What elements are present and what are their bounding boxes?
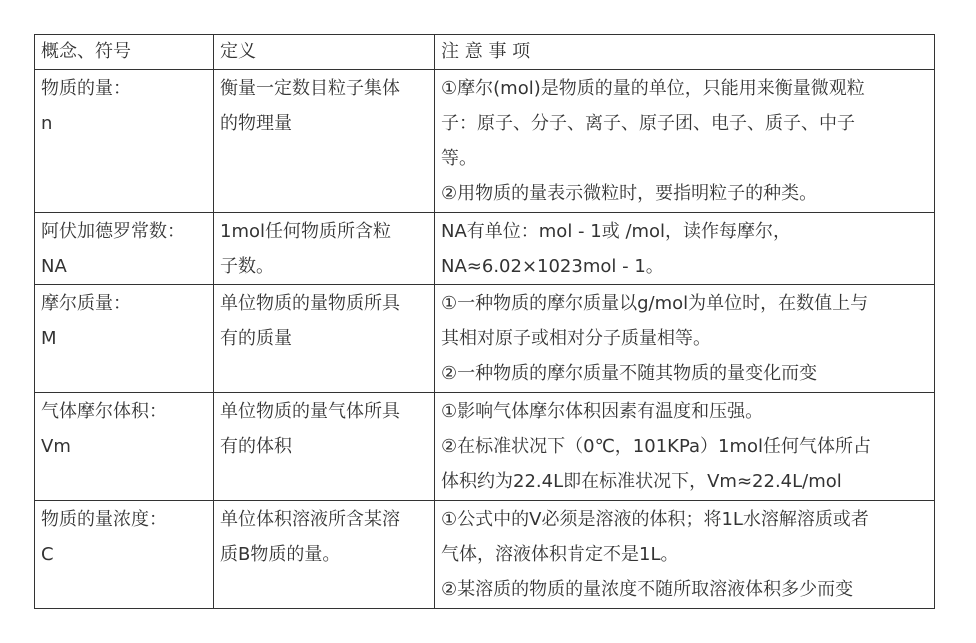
concept-table bbox=[34, 34, 935, 609]
definition-cell bbox=[214, 501, 435, 609]
concept-symbol: C bbox=[41, 544, 54, 565]
definition-line: 子数。 bbox=[220, 256, 274, 277]
note-paragraph bbox=[441, 429, 928, 499]
note-line: NA≈6.02×1023mol - 1。 bbox=[441, 256, 664, 277]
concept-symbol: n bbox=[41, 113, 53, 134]
note-line: ②用物质的量表示微粒时，要指明粒子的种类。 bbox=[441, 183, 818, 204]
header-notes: 注 意 事 项 bbox=[435, 35, 935, 70]
definition-line: 1mol任何物质所含粒 bbox=[220, 221, 391, 242]
note-paragraph bbox=[441, 176, 928, 211]
concept-symbol: NA bbox=[41, 256, 67, 277]
concept-name: 摩尔质量： bbox=[41, 293, 131, 314]
concept-cell bbox=[35, 501, 214, 609]
notes-cell bbox=[435, 393, 935, 501]
header-concept: 概念、符号 bbox=[35, 35, 214, 70]
notes-cell bbox=[435, 501, 935, 609]
definition-cell bbox=[214, 393, 435, 501]
concept-name: 阿伏加德罗常数： bbox=[41, 221, 185, 242]
definition-line: 单位体积溶液所含某溶 bbox=[220, 509, 400, 530]
definition-line: 有的质量 bbox=[220, 328, 292, 349]
table-row bbox=[35, 501, 935, 609]
definition-line: 的物理量 bbox=[220, 113, 292, 134]
note-paragraph bbox=[441, 214, 928, 284]
note-line: ②在标准状况下（0℃，101KPa）1mol任何气体所占 bbox=[441, 436, 872, 457]
note-line: 气体，溶液体积肯定不是1L。 bbox=[441, 544, 679, 565]
concept-symbol: M bbox=[41, 328, 57, 349]
note-line: 等。 bbox=[441, 148, 477, 169]
note-paragraph bbox=[441, 71, 928, 176]
concept-cell bbox=[35, 213, 214, 285]
notes-cell bbox=[435, 213, 935, 285]
note-line: ①一种物质的摩尔质量以g/mol为单位时，在数值上与 bbox=[441, 293, 869, 314]
note-line: ①公式中的V必须是溶液的体积；将1L水溶解溶质或者 bbox=[441, 509, 869, 530]
note-paragraph bbox=[441, 394, 928, 429]
notes-cell bbox=[435, 70, 935, 213]
note-paragraph bbox=[441, 572, 928, 607]
note-line: 子：原子、分子、离子、原子团、电子、质子、中子 bbox=[441, 113, 855, 134]
note-line: NA有单位：mol - 1或 /mol，读作每摩尔， bbox=[441, 221, 792, 242]
definition-cell bbox=[214, 70, 435, 213]
table-row bbox=[35, 285, 935, 393]
definition-line: 单位物质的量气体所具 bbox=[220, 401, 400, 422]
table-row bbox=[35, 70, 935, 213]
concept-cell bbox=[35, 393, 214, 501]
concept-cell bbox=[35, 285, 214, 393]
concept-name: 物质的量： bbox=[41, 78, 131, 99]
note-line: ②一种物质的摩尔质量不随其物质的量变化而变 bbox=[441, 363, 818, 384]
note-paragraph bbox=[441, 502, 928, 572]
note-line: ①影响气体摩尔体积因素有温度和压强。 bbox=[441, 401, 764, 422]
note-line: 其相对原子或相对分子质量相等。 bbox=[441, 328, 711, 349]
concept-name: 物质的量浓度： bbox=[41, 509, 167, 530]
header-definition: 定义 bbox=[214, 35, 435, 70]
definition-cell bbox=[214, 285, 435, 393]
notes-cell bbox=[435, 285, 935, 393]
definition-line: 有的体积 bbox=[220, 436, 292, 457]
definition-line: 单位物质的量物质所具 bbox=[220, 293, 400, 314]
concept-cell bbox=[35, 70, 214, 213]
note-line: 体积约为22.4L即在标准状况下，Vm≈22.4L/mol bbox=[441, 471, 842, 492]
note-paragraph bbox=[441, 356, 928, 391]
note-line: ①摩尔(mol)是物质的量的单位，只能用来衡量微观粒 bbox=[441, 78, 865, 99]
table-row bbox=[35, 213, 935, 285]
note-line: ②某溶质的物质的量浓度不随所取溶液体积多少而变 bbox=[441, 579, 854, 600]
concept-name: 气体摩尔体积： bbox=[41, 401, 167, 422]
definition-cell bbox=[214, 213, 435, 285]
table-row bbox=[35, 393, 935, 501]
concept-symbol: Vm bbox=[41, 436, 71, 457]
definition-line: 衡量一定数目粒子集体 bbox=[220, 78, 400, 99]
definition-line: 质B物质的量。 bbox=[220, 544, 341, 565]
header-row bbox=[35, 35, 935, 70]
note-paragraph bbox=[441, 286, 928, 356]
